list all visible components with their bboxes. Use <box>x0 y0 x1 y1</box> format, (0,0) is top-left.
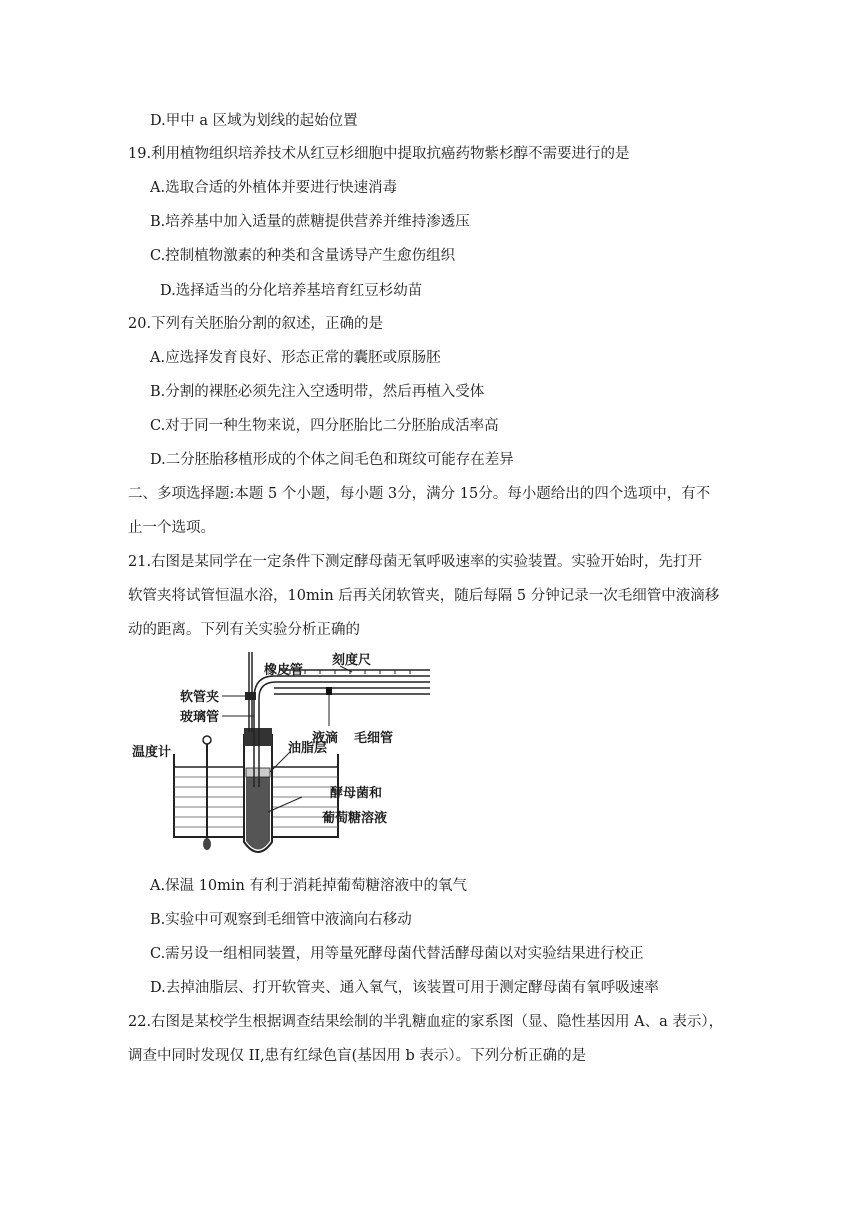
text-line-3: A.选取合适的外植体并要进行快速消毒 <box>150 180 398 196</box>
label-droplet: 液滴 <box>312 731 339 746</box>
text-line-11: D.二分胚胎移植形成的个体之间毛色和斑纹可能存在差异 <box>150 452 514 468</box>
text-line-1: D.甲中 a 区域为划线的起始位置 <box>150 113 358 129</box>
text-line-9: B.分割的裸胚必须先注入空透明带，然后再植入受体 <box>150 384 485 400</box>
stopper <box>244 728 272 746</box>
apparatus-diagram <box>130 652 430 862</box>
text-line-20: D.去掉油脂层、打开软管夹、通入氧气，该装置可用于测定酵母菌有氧呼吸速率 <box>150 980 659 996</box>
label-glass-tube: 玻璃管 <box>180 710 220 725</box>
text-line-19: C.需另设一组相同装置，用等量死酵母菌代替活酵母菌以对实验结果进行校正 <box>150 946 644 962</box>
label-capillary: 毛细管 <box>354 731 394 746</box>
text-line-15: 软管夹将试管恒温水浴，10min 后再关闭软管夹，随后每隔 5 分钟记录一次毛细管中液滴移 <box>128 588 720 604</box>
text-line-14: 21.右图是某同学在一定条件下测定酵母菌无氧呼吸速率的实验装置。实验开始时，先打开 <box>128 554 703 570</box>
text-line-2: 19.利用植物组织培养技术从红豆杉细胞中提取抗癌药物紫杉醇不需要进行的是 <box>128 146 630 162</box>
text-line-16: 动的距离。下列有关实验分析正确的 <box>128 622 360 638</box>
oil-layer <box>246 768 270 777</box>
label-thermometer: 温度计 <box>132 745 172 760</box>
apparatus-figure <box>130 652 430 862</box>
text-line-21: 22.右图是某校学生根据调查结果绘制的半乳糖血症的家系图（显、隐性基因用 A、a 表示）， <box>128 1014 724 1030</box>
text-line-6: D.选择适当的分化培养基培育红豆杉幼苗 <box>160 283 423 299</box>
text-line-18: B.实验中可观察到毛细管中液滴向右移动 <box>150 912 412 928</box>
label-oil-layer: 油脂层 <box>288 741 328 756</box>
droplet <box>326 687 332 695</box>
thermometer-bulb <box>203 838 211 850</box>
text-line-12: 二、多项选择题:本题 5 个小题，每小题 3分，满分 15分。每小题给出的四个选项中，有不 <box>128 486 711 502</box>
text-line-17: A.保温 10min 有利于消耗掉葡萄糖溶液中的氧气 <box>150 878 467 894</box>
yeast-solution <box>246 777 270 850</box>
label-rubber-tube: 橡皮管 <box>264 663 304 678</box>
yeast-leader <box>268 797 302 812</box>
text-line-22: 调查中同时发现仅 II,患有红绿色盲(基因用 b 表示）。下列分析正确的是 <box>128 1048 587 1064</box>
rubber-tube-inner <box>259 682 430 698</box>
text-line-7: 20.下列有关胚胎分割的叙述，正确的是 <box>128 316 384 332</box>
text-line-4: B.培养基中加入适量的蔗糖提供营养并维持渗透压 <box>150 214 470 230</box>
text-line-5: C.控制植物激素的种类和含量诱导产生愈伤组织 <box>150 248 456 264</box>
label-yeast-1: 酵母菌和 <box>330 786 383 801</box>
label-yeast-2: 葡萄糖溶液 <box>322 811 388 826</box>
thermometer-top <box>203 736 211 744</box>
text-line-13: 止一个选项。 <box>128 520 215 536</box>
label-ruler: 刻度尺 <box>332 653 372 668</box>
label-hose-clip: 软管夹 <box>180 690 220 705</box>
text-line-8: A.应选择发育良好、形态正常的囊胚或原肠胚 <box>150 350 441 366</box>
text-line-10: C.对于同一种生物来说，四分胚胎比二分胚胎成活率高 <box>150 418 499 434</box>
